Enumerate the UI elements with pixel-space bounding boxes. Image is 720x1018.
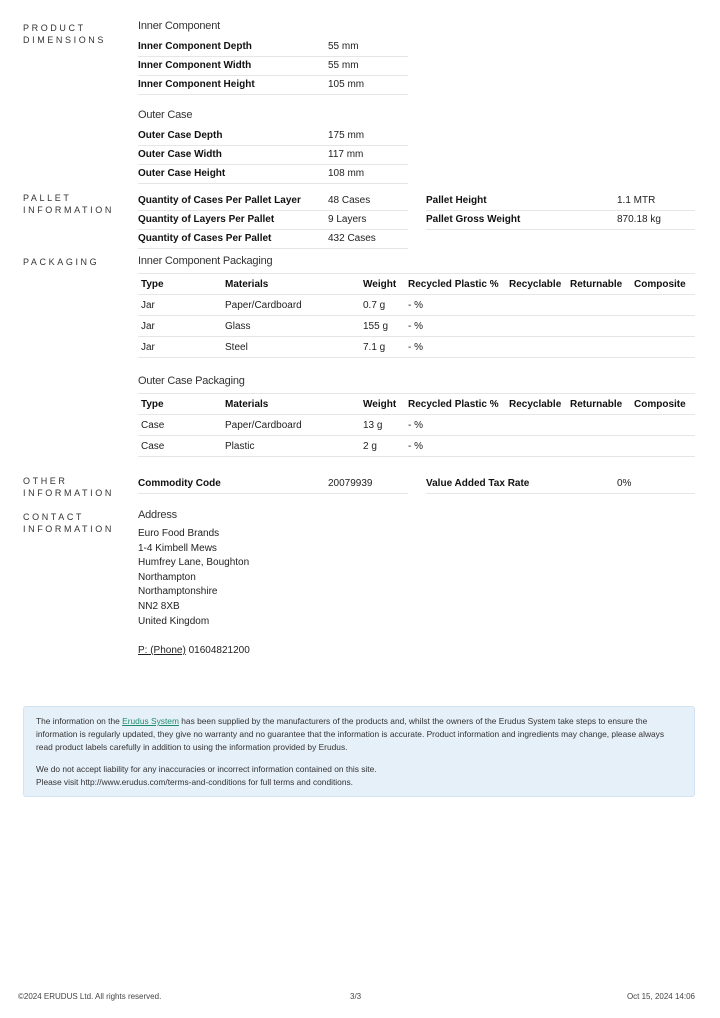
spec-row	[138, 127, 408, 146]
table-cell: Paper/Cardboard	[225, 300, 302, 311]
address-line: 1-4 Kimbell Mews	[138, 542, 217, 554]
table-cell: Paper/Cardboard	[225, 420, 302, 431]
label-line: OTHER	[23, 476, 68, 486]
outer-case-heading: Outer Case	[138, 109, 193, 121]
section-label-other-information	[23, 475, 114, 499]
table-cell: 13 g	[363, 420, 383, 431]
table-row	[138, 415, 695, 436]
spec-value: 108 mm	[328, 168, 365, 179]
table-cell: Case	[141, 420, 165, 431]
label-line: PRODUCT	[23, 23, 86, 33]
footer-page-number: 3/3	[350, 992, 362, 1001]
spec-value: 48 Cases	[328, 195, 371, 206]
inner-packaging-table	[138, 273, 695, 358]
column-header: Recycled Plastic %	[408, 399, 499, 410]
address-line: Humfrey Lane, Boughton	[138, 557, 250, 569]
disclaimer-paragraph	[36, 715, 682, 754]
spec-row	[138, 38, 408, 57]
table-cell: Steel	[225, 342, 248, 353]
table-cell: 0.7 g	[363, 300, 386, 311]
spec-label: Quantity of Cases Per Pallet	[138, 233, 272, 244]
footer-date: Oct 15, 2024 14:06	[626, 992, 695, 1001]
table-row	[138, 316, 695, 337]
table-header	[138, 393, 695, 415]
spec-value: 9 Layers	[328, 214, 367, 225]
table-cell: Case	[141, 441, 165, 452]
label-line: INFORMATION	[23, 524, 114, 534]
spec-label: Quantity of Layers Per Pallet	[138, 214, 275, 225]
spec-row	[138, 192, 408, 211]
spec-value: 432 Cases	[328, 233, 376, 244]
column-header: Returnable	[570, 399, 623, 410]
label-line: INFORMATION	[23, 488, 114, 498]
commodity-code-label: Commodity Code	[138, 478, 221, 489]
table-cell: 2 g	[363, 441, 377, 452]
column-header: Composite	[634, 399, 686, 410]
spec-row	[138, 57, 408, 76]
spec-label: Inner Component Width	[138, 60, 252, 71]
spec-value: 55 mm	[328, 60, 359, 71]
table-cell: Plastic	[225, 441, 255, 452]
table-cell: Jar	[141, 342, 155, 353]
address-line: NN2 8XB	[138, 600, 180, 612]
vat-rate-label: Value Added Tax Rate	[426, 478, 530, 489]
erudus-system-link[interactable]: Erudus System	[122, 716, 179, 726]
address-line: Northampton	[138, 571, 196, 583]
inner-packaging-heading: Inner Component Packaging	[138, 255, 273, 267]
section-label-packaging	[23, 256, 99, 268]
section-label-contact-information	[23, 511, 114, 535]
spec-value: 1.1 MTR	[617, 195, 656, 206]
spec-label: Outer Case Depth	[138, 130, 223, 141]
inner-component-heading: Inner Component	[138, 20, 220, 32]
outer-packaging-table	[138, 393, 695, 457]
footer-copyright: ©2024 ERUDUS Ltd. All rights reserved.	[18, 992, 162, 1001]
section-label-product-dimensions	[23, 22, 106, 46]
outer-packaging-heading: Outer Case Packaging	[138, 375, 245, 387]
spec-row	[426, 192, 695, 211]
address-line: Euro Food Brands	[138, 528, 220, 539]
table-row	[138, 295, 695, 316]
spec-label: Outer Case Width	[138, 149, 222, 160]
column-header: Type	[141, 399, 164, 410]
column-header: Recycled Plastic %	[408, 279, 499, 290]
table-cell: - %	[408, 300, 423, 311]
table-cell: - %	[408, 321, 423, 332]
notice-text: Please visit http://www.erudus.com/terms-and-conditions for full terms and conditions.	[36, 777, 353, 787]
table-cell: - %	[408, 420, 423, 431]
column-header: Returnable	[570, 279, 623, 290]
table-cell: 155 g	[363, 321, 389, 332]
column-header: Materials	[225, 399, 269, 410]
spec-row	[138, 76, 408, 95]
spec-label: Pallet Height	[426, 195, 487, 206]
disclaimer-notice	[23, 706, 695, 797]
column-header: Recyclable	[509, 399, 562, 410]
spec-value: 870.18 kg	[617, 214, 661, 225]
column-header: Weight	[363, 279, 397, 290]
spec-row	[138, 165, 408, 184]
spec-value: 105 mm	[328, 79, 365, 90]
notice-text: has been supplied by the manufacturers of the products and, whilst the owners of the Erudus System take steps to ensure the information is regularly updated, they give no warranty and no guarantee that the information is accurate. Product information and ingredients may change, please always read product labels carefully in addition to using the information provided by Erudus.	[36, 716, 665, 752]
phone-link[interactable]: P: (Phone)	[138, 645, 186, 656]
column-header: Weight	[363, 399, 397, 410]
table-cell: Glass	[225, 321, 251, 332]
label-line: PALLET	[23, 193, 72, 203]
vat-rate-row	[426, 475, 695, 494]
label-line: DIMENSIONS	[23, 35, 107, 45]
address-block	[138, 527, 249, 629]
table-cell: - %	[408, 441, 423, 452]
table-header	[138, 273, 695, 295]
table-cell: Jar	[141, 300, 155, 311]
column-header: Composite	[634, 279, 686, 290]
label-line: PACKAGING	[23, 257, 100, 267]
label-line: CONTACT	[23, 512, 85, 522]
address-line: United Kingdom	[138, 615, 210, 627]
table-cell: - %	[408, 342, 423, 353]
liability-paragraph	[36, 763, 682, 789]
table-row	[138, 337, 695, 358]
column-header: Type	[141, 279, 164, 290]
spec-row	[138, 230, 408, 249]
spec-label: Quantity of Cases Per Pallet Layer	[138, 195, 301, 206]
label-line: INFORMATION	[23, 205, 114, 215]
column-header: Materials	[225, 279, 269, 290]
address-heading: Address	[138, 509, 177, 521]
section-label-pallet-information	[23, 192, 114, 216]
commodity-code-row	[138, 475, 408, 494]
address-line: Northamptonshire	[138, 586, 218, 598]
spec-value: 117 mm	[328, 149, 364, 160]
spec-label: Pallet Gross Weight	[426, 214, 521, 225]
table-row	[138, 436, 695, 457]
notice-text: We do not accept liability for any inaccuracies or incorrect information contained on this site.	[36, 764, 377, 774]
spec-label: Inner Component Height	[138, 79, 255, 90]
phone-number: 01604821200	[185, 645, 250, 656]
spec-value: 55 mm	[328, 41, 359, 52]
table-cell: 7.1 g	[363, 342, 386, 353]
notice-text: The information on the	[36, 716, 123, 726]
spec-value: 175 mm	[328, 130, 365, 141]
spec-row	[426, 211, 695, 230]
spec-row	[138, 211, 408, 230]
column-header: Recyclable	[509, 279, 562, 290]
commodity-code-value: 20079939	[328, 478, 373, 489]
phone-line	[138, 645, 250, 656]
vat-rate-value: 0%	[617, 478, 632, 489]
table-cell: Jar	[141, 321, 155, 332]
spec-label: Inner Component Depth	[138, 41, 252, 52]
spec-label: Outer Case Height	[138, 168, 226, 179]
spec-row	[138, 146, 408, 165]
